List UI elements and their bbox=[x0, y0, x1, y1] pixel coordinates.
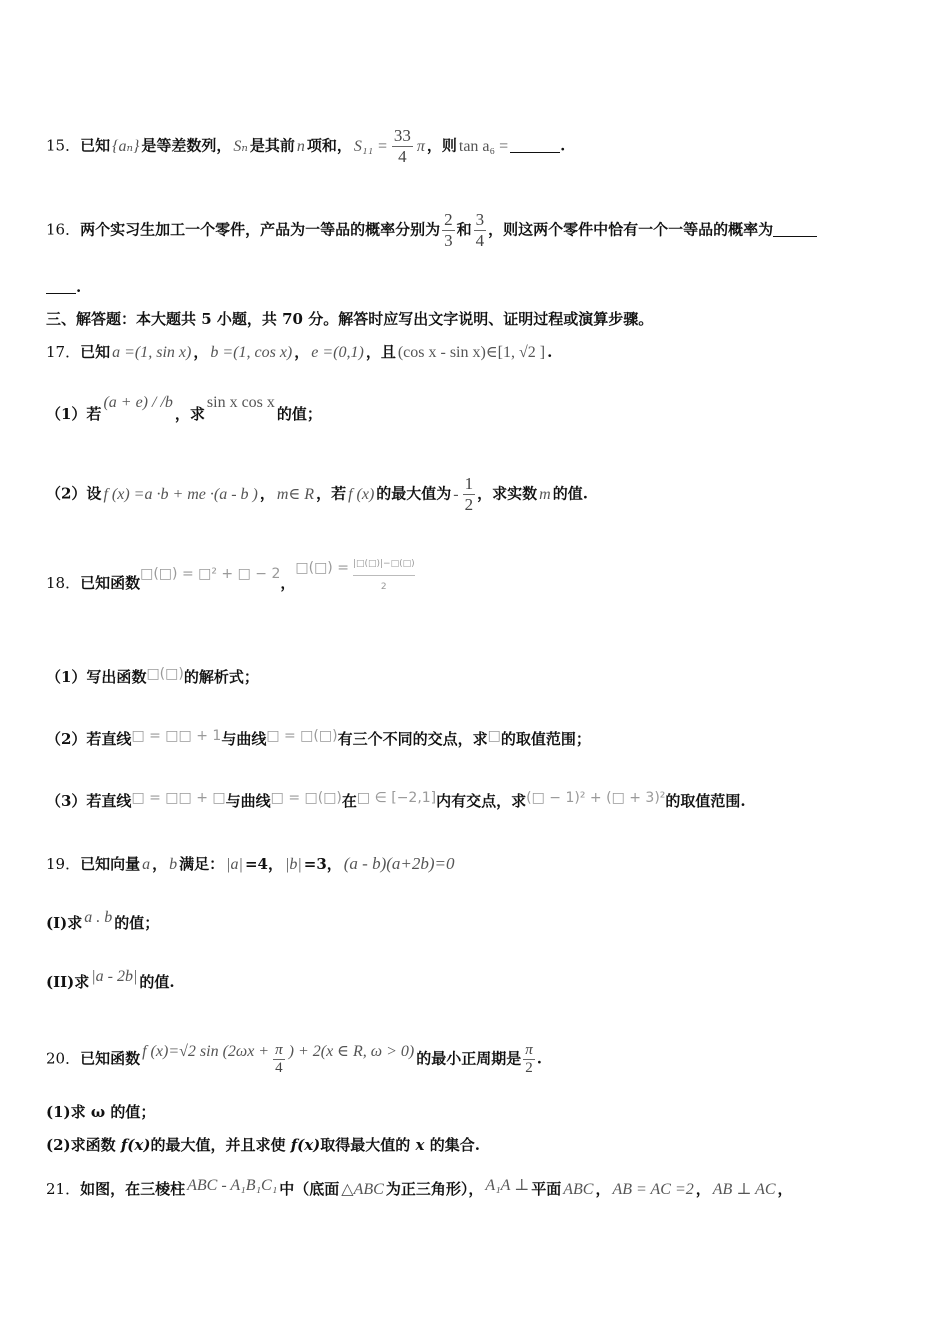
math-condition: (cos x - sin x)∈[1, √2 ] bbox=[397, 344, 546, 361]
math-prism: ABC - A₁B₁C₁ bbox=[187, 1177, 278, 1194]
math-abs-b: |b| bbox=[284, 856, 302, 873]
question-17-part-2: （2）设 f (x) =a ·b + me ·(a - b ) ， m∈ R ，若 f (x) 的最大值为 - $\frac{1}{2}$ ，求实数 m 的值. bbox=[46, 474, 588, 514]
math-triangle: △ABC bbox=[341, 1181, 384, 1198]
math-dot-product: a . b bbox=[84, 909, 113, 926]
section-heading: 三、解答题：本大题共 5 小题，共 70 分。解答时应写出文字说明、证明过程或演算步骤。 bbox=[46, 310, 654, 328]
math-ab-perp-ac: AB ⊥ AC bbox=[712, 1181, 776, 1198]
math-m-in-r: m∈ R bbox=[276, 485, 315, 503]
math-abs-expression: |a - 2b| bbox=[91, 968, 138, 985]
math-vector-e: e =(0,1) bbox=[311, 344, 364, 361]
math-expression: (□ − 1)² + (□ + 3)² bbox=[526, 790, 666, 806]
question-17-part-1: （1）若(a + e) / /b，求sin x cos x的值； bbox=[46, 394, 322, 423]
math-tan-a6: tan a₆ = bbox=[458, 137, 509, 155]
question-20-part-1: (1)求 ω 的值； bbox=[46, 1103, 156, 1121]
question-20-part-2: (2)求函数 f(x)的最大值，并且求使 f(x)取得最大值的 x 的集合. bbox=[46, 1136, 480, 1154]
math-fx-right: ) + 2(x ∈ R, ω > 0) bbox=[288, 1042, 415, 1060]
question-21: 21．如图，在三棱柱 ABC - A₁B₁C₁ 中（底面 △ABC 为正三角形）， A₁A ⊥ 平面 ABC ， AB = AC =2 ， AB ⊥ AC ， bbox=[46, 1177, 793, 1198]
math-vector-a: a =(1, sin x) bbox=[112, 344, 192, 361]
question-19-part-2: (II)求 |a - 2b| 的值. bbox=[46, 968, 175, 991]
question-number: 19． bbox=[46, 855, 81, 873]
answer-blank bbox=[773, 222, 817, 237]
math-n: n bbox=[296, 137, 305, 155]
math-m: m bbox=[539, 485, 551, 503]
math-gx: □(□) bbox=[146, 666, 184, 682]
fraction-pi-4: $\frac{\pi}{4}$ bbox=[275, 1042, 283, 1076]
math-vector-b: b =(1, cos x) bbox=[210, 344, 293, 361]
math-plane: ABC bbox=[563, 1181, 594, 1198]
math-abs-a: |a| bbox=[226, 856, 243, 873]
question-19-part-1: (I)求 a . b 的值； bbox=[46, 909, 160, 932]
math-b: b bbox=[169, 856, 178, 873]
question-15: 15．已知 {aₙ} 是等差数列， Sₙ 是其前 n 项和， S₁₁ = $\frac{33}{4}$ π ，则 tan a₆ = . bbox=[46, 126, 566, 166]
question-16-continued: . bbox=[46, 276, 920, 298]
math-perpendicular: A₁A ⊥ bbox=[485, 1177, 530, 1194]
math-gx-fraction: |□(□)|−□(□) 2 bbox=[353, 553, 415, 598]
question-number: 18． bbox=[46, 574, 81, 592]
math-condition: (a - b)(a+2b)=0 bbox=[343, 854, 455, 873]
math-sn: Sₙ bbox=[233, 137, 248, 155]
math-sinxcosx: sin x cos x bbox=[206, 394, 275, 411]
math-minus: - bbox=[453, 485, 459, 503]
math-fx-definition: f (x) =a ·b + me ·(a - b ) bbox=[103, 485, 258, 503]
math-curve: □ = □(□) bbox=[270, 790, 342, 806]
question-number: 15． bbox=[46, 136, 81, 155]
question-18: 18．已知函数□(□) = □² + □ − 2，□(□) = |□(□)|−□(□) 2 bbox=[46, 572, 920, 620]
math-parallel: (a + e) / /b bbox=[103, 394, 173, 411]
question-18-part-1: （1）写出函数□(□)的解析式； bbox=[46, 666, 259, 686]
math-param: □ bbox=[487, 728, 501, 744]
fraction-2-3: $\frac{2}{3}$ bbox=[444, 210, 453, 250]
math-lengths: AB = AC =2 bbox=[612, 1181, 694, 1198]
question-number: 21． bbox=[46, 1180, 81, 1198]
answer-blank bbox=[510, 138, 560, 153]
math-line: □ = □□ + 1 bbox=[131, 728, 222, 744]
fraction-pi-2: $\frac{\pi}{2}$ bbox=[525, 1042, 533, 1076]
question-19: 19．已知向量 a ， b 满足： |a| =4， |b| =3， (a - b)(a+2b)=0 bbox=[46, 854, 455, 873]
question-number: 16． bbox=[46, 220, 81, 239]
math-fx: f (x) bbox=[348, 485, 375, 503]
math-gx-lhs: □(□) = bbox=[295, 560, 349, 576]
question-20: 20．已知函数 f (x)=√2 sin (2ωx + $\frac{\pi}{4}$ ) + 2(x ∈ R, ω > 0) 的最小正周期是 $\frac{\pi}{2}$ . bbox=[46, 1042, 542, 1076]
fraction-3-4: $\frac{3}{4}$ bbox=[475, 210, 485, 250]
fraction-1-2: $\frac{1}{2}$ bbox=[464, 474, 474, 514]
answer-blank bbox=[46, 279, 76, 294]
fraction-33-4: $\frac{33}{4}$ bbox=[393, 126, 411, 166]
math-fx-left: f (x)=√2 sin (2ωx + bbox=[142, 1042, 270, 1060]
question-17: 17．已知 a =(1, sin x) ， b =(1, cos x) ， e =(0,1) ，且 (cos x - sin x)∈[1, √2 ] . bbox=[46, 343, 553, 361]
question-number: 20． bbox=[46, 1049, 81, 1068]
question-number: 17． bbox=[46, 343, 81, 361]
math-s11: S₁₁ = bbox=[353, 137, 388, 155]
question-18-part-2: （2）若直线□ = □□ + 1与曲线□ = □(□)有三个不同的交点，求□的取值范围； bbox=[46, 728, 591, 748]
math-fx-definition: □(□) = □² + □ − 2 bbox=[140, 566, 281, 582]
math-sequence: {aₙ} bbox=[112, 137, 140, 155]
math-interval: □ ∈ [−2,1] bbox=[356, 790, 437, 806]
math-curve: □ = □(□) bbox=[266, 728, 338, 744]
math-a: a bbox=[142, 856, 151, 873]
question-16: 16．两个实习生加工一个零件，产品为一等品的概率分别为 $\frac{2}{3}$ 和 $\frac{3}{4}$ ，则这两个零件中恰有一个一等品的概率为 bbox=[46, 210, 920, 251]
math-pi: π bbox=[416, 137, 425, 155]
question-18-part-3: （3）若直线□ = □□ + □与曲线□ = □(□)在□ ∈ [−2,1]内有交点，求(□ − 1)² + (□ + 3)²的取值范围. bbox=[46, 790, 746, 810]
math-line: □ = □□ + □ bbox=[131, 790, 226, 806]
